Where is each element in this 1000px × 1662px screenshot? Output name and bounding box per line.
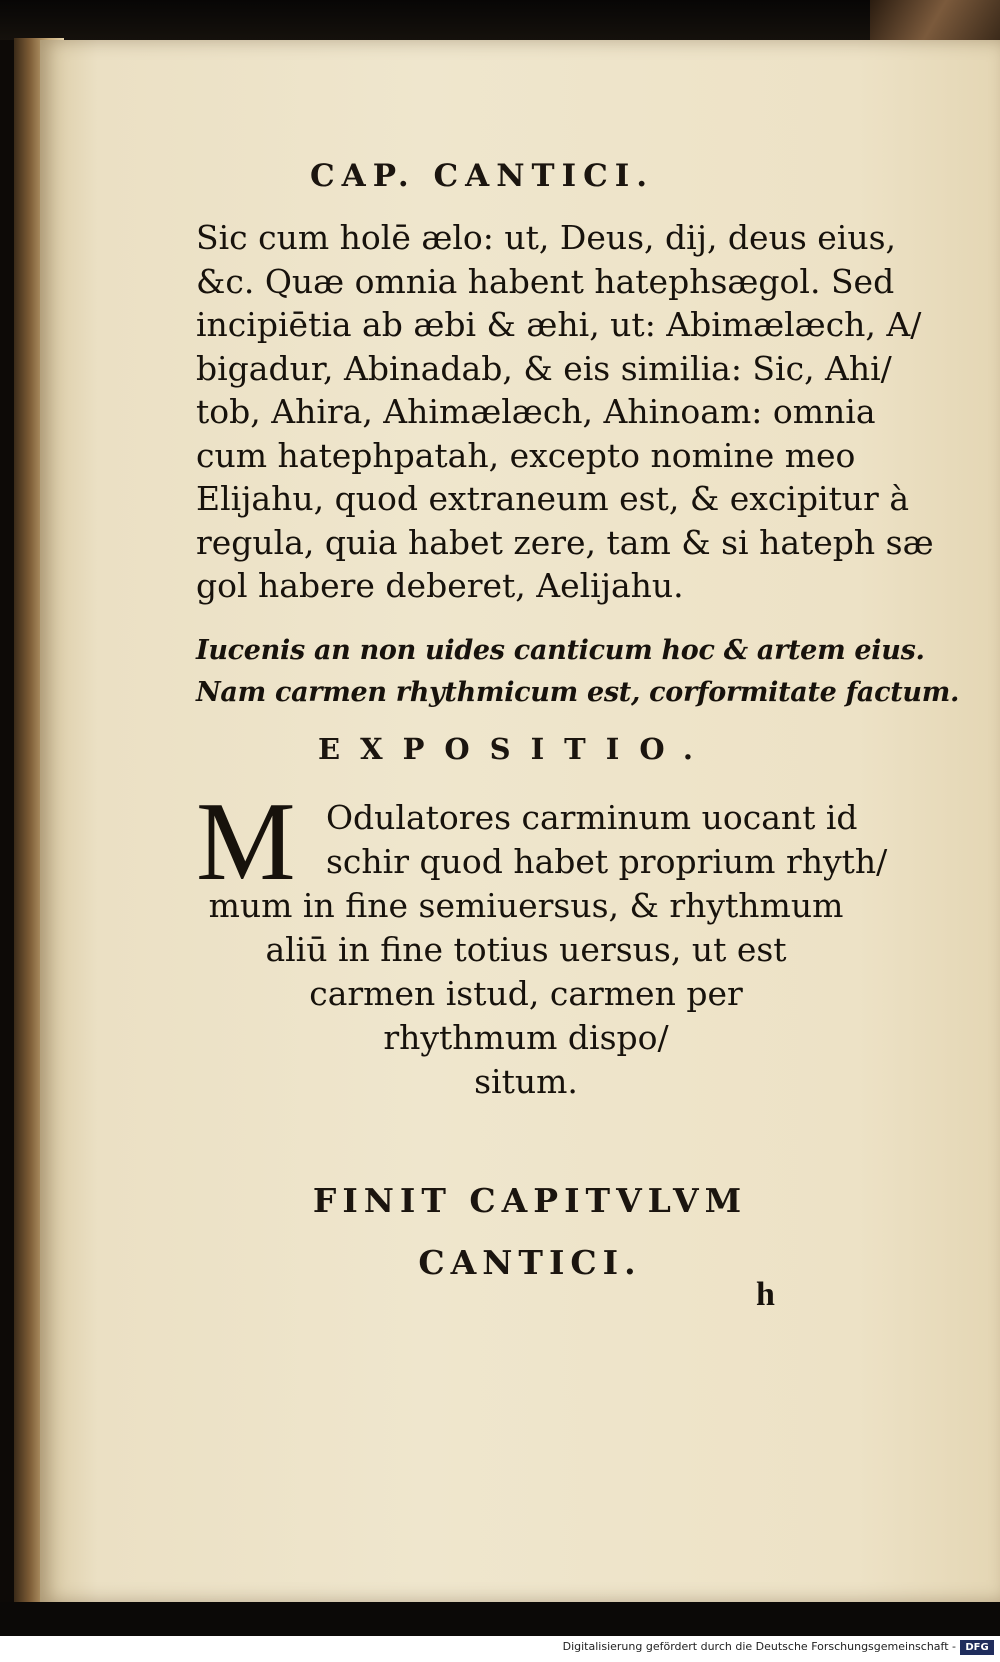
expositio-line: situm.: [474, 1062, 578, 1101]
dfg-logo: DFG: [960, 1640, 994, 1655]
scan-background-top: [0, 0, 1000, 40]
scan-background-bottom: [0, 1602, 1000, 1636]
body-text: [196, 216, 934, 608]
body-line: Elijahu, quod extraneum est, & excipitur à: [196, 479, 909, 518]
drop-cap: M: [196, 780, 296, 904]
expositio-line: mum in fine semiuersus, & rhythmum: [208, 886, 844, 925]
italic-line: Nam carmen rhythmicum est, corformitate factum.: [196, 677, 960, 708]
signature-mark: h: [756, 1276, 775, 1313]
expositio-line: carmen istud, carmen per: [309, 974, 743, 1013]
body-line: Sic cum holē ælo: ut, Deus, dij, deus eius,: [196, 218, 897, 257]
footer-bar: [0, 1636, 1000, 1662]
expositio-text: [196, 796, 916, 1104]
body-line: tob, Ahira, Ahimælæch, Ahinoam: omnia: [196, 392, 876, 431]
expositio-line: schir quod habet proprium rhyth/: [326, 842, 888, 881]
footer-credit: Digitalisierung gefördert durch die Deutsche Forschungsgemeinschaft -: [562, 1640, 956, 1653]
running-head: CAP. CANTICI.: [310, 158, 655, 194]
body-line: incipiētia ab æbi & æhi, ut: Abimælæch, A/: [196, 305, 922, 344]
expositio-line: aliū in fine totius uersus, ut est: [265, 930, 787, 969]
italic-line: Iucenis an non uides canticum hoc & artem eius.: [196, 635, 925, 666]
body-line: regula, quia habet zere, tam & si hateph sæ: [196, 522, 934, 562]
body-line: gol habere deberet, Aelijahu.: [196, 566, 684, 605]
body-line: cum hatephpatah, excepto nomine meo: [196, 435, 856, 475]
finit-line: CANTICI.: [418, 1243, 642, 1282]
scan-corner: [870, 0, 1000, 40]
body-line: &c. Quæ omnia habent hatephsægol. Sed: [196, 261, 895, 301]
section-heading: EXPOSITIO.: [318, 732, 713, 766]
finit-line: FINIT CAPITVLVM: [312, 1181, 748, 1220]
italic-verse: [196, 630, 960, 714]
expositio-line: rhythmum dispo/: [383, 1018, 669, 1057]
expositio-line: Odulatores carminum uocant id: [326, 798, 858, 837]
body-line: bigadur, Abinadab, & eis similia: Sic, Ahi/: [196, 348, 892, 388]
